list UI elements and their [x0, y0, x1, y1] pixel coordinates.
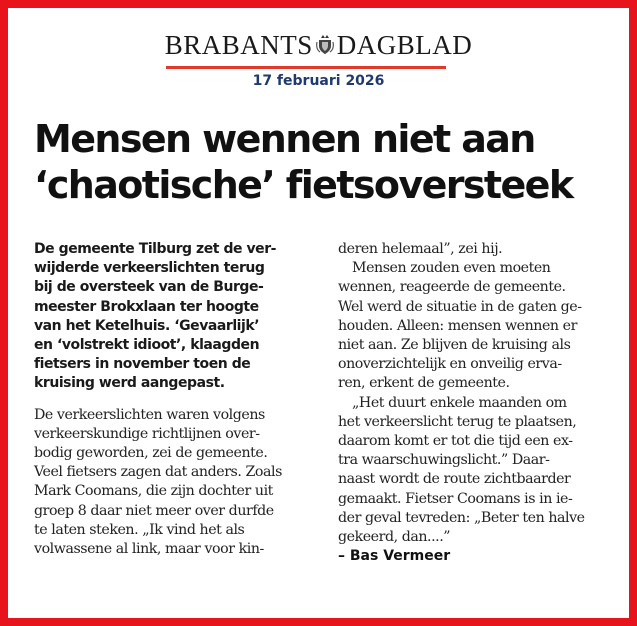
body-line: bodig geworden, zei de gemeente.	[34, 445, 268, 462]
body-line: het verkeerslicht terug te plaatsen,	[338, 413, 577, 430]
body-line: gemaakt. Fietser Coomans is in ie-	[338, 490, 573, 507]
body-line: Wel werd de situatie in de gaten ge-	[338, 298, 582, 315]
newspaper-clipping	[8, 8, 629, 618]
body-line: Mensen zouden even moeten	[352, 260, 551, 277]
body-line: houden. Alleen: mensen wennen er	[338, 317, 577, 334]
body-line: onoverzichtelijk en onveilig erva-	[338, 356, 562, 373]
article-column-right	[338, 240, 618, 566]
body-line: verkeerskundige richtlijnen over-	[34, 425, 260, 442]
body-line: „Het duurt enkele maanden om	[352, 394, 567, 411]
lead-line: kruising werd aangepast.	[34, 375, 225, 392]
body-line: Veel fietsers zagen dat anders. Zoals	[34, 464, 282, 481]
body-line: groep 8 daar niet meer over durfde	[34, 502, 274, 519]
body-line: naast wordt de route zichtbaarder	[338, 471, 571, 488]
masthead	[8, 30, 629, 60]
lead-line: bij de oversteek van de Burge-	[34, 279, 264, 296]
body-paragraph	[34, 406, 320, 560]
body-paragraph	[338, 240, 618, 547]
body-line: tra waarschuwingslicht.” Daar-	[338, 452, 550, 469]
masthead-name-right: DAGBLAD	[336, 30, 473, 60]
headline	[34, 116, 614, 208]
masthead-rule	[166, 66, 446, 69]
lead-line: van het Ketelhuis. ‘Gevaarlijk’	[34, 317, 260, 334]
coat-of-arms-icon	[315, 34, 335, 56]
masthead-name-left: BRABANTS	[164, 30, 313, 60]
lead-paragraph	[34, 240, 320, 394]
body-line: gekeerd, dan....”	[338, 529, 451, 546]
body-line: Mark Coomans, die zijn dochter uit	[34, 483, 273, 500]
body-line: De verkeerslichten waren volgens	[34, 406, 265, 423]
lead-line: wijderde verkeerslichten terug	[34, 260, 265, 277]
body-line: niet aan. Ze blijven de kruising als	[338, 337, 571, 354]
body-line: daarom komt er tot die tijd een ex-	[338, 433, 573, 450]
lead-line: meester Brokxlaan ter hoogte	[34, 298, 259, 315]
body-line: wennen, reageerde de gemeente.	[338, 279, 566, 296]
publication-date: 17 februari 2026	[252, 73, 385, 89]
body-line: te laten steken. „Ik vind het als	[34, 521, 245, 538]
byline: – Bas Vermeer	[338, 548, 451, 565]
headline-line-2: ‘chaotische’ fietsoversteek	[34, 163, 573, 207]
article-column-left	[34, 240, 320, 559]
body-line: der geval tevreden: „Beter ten halve	[338, 509, 585, 526]
body-line: volwassene al link, maar voor kin-	[34, 541, 264, 558]
body-line: deren helemaal”, zei hij.	[338, 241, 503, 257]
body-line: ren, erkent de gemeente.	[338, 375, 510, 392]
lead-line: fietsers in november toen de	[34, 356, 251, 373]
lead-line: De gemeente Tilburg zet de ver-	[34, 241, 277, 257]
headline-line-1: Mensen wennen niet aan	[34, 117, 535, 161]
lead-line: en ‘volstrekt idioot’, klaagden	[34, 337, 260, 354]
